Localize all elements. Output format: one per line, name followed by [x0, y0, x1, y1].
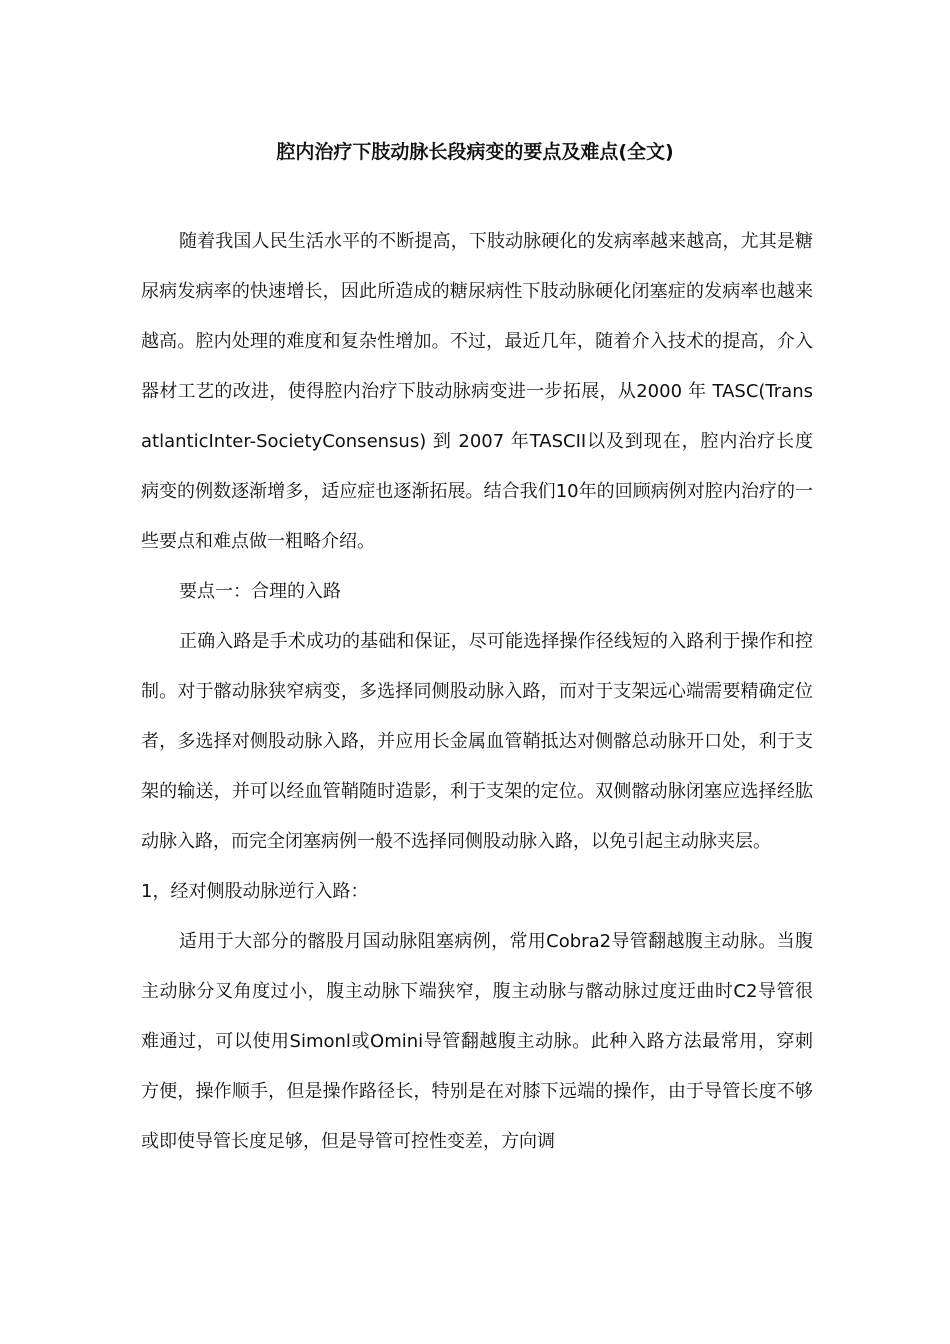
subsection-heading-contralateral-femoral: 1，经对侧股动脉逆行入路：	[141, 881, 369, 902]
document-body	[141, 217, 813, 1167]
document-title: 腔内治疗下肢动脉长段病变的要点及难点(全文)	[276, 141, 674, 163]
intro-paragraph: 随着我国人民生活水平的不断提高，下肢动脉硬化的发病率越来越高，尤其是糖尿病发病率的快速增长，因此所造成的糖尿病性下肢动脉硬化闭塞症的发病率也越来越高。腔内处理的难度和复杂性增加。不过，最近几年，随着介入技术的提高，介入器材工艺的改进，使得腔内治疗下肢动脉病变进一步拓展，从2000 年 TASC(TransatlanticInter-SocietyConsensus) 到 2007 年TASCII以及到现在，腔内治疗长度病变的例数逐渐增多，适应症也逐渐拓展。结合我们10年的回顾病例对腔内治疗的一些要点和难点做一粗略介绍。	[141, 231, 813, 552]
contralateral-femoral-paragraph: 适用于大部分的髂股月国动脉阻塞病例，常用Cobra2导管翻越腹主动脉。当腹主动脉分叉角度过小，腹主动脉下端狭窄，腹主动脉与髂动脉过度迂曲时C2导管很难通过，可以使用Simonl或Omini导管翻越腹主动脉。此种入路方法最常用，穿刺方便，操作顺手，但是操作路径长，特别是在对膝下远端的操作，由于导管长度不够或即使导管长度足够，但是导管可控性变差，方向调	[141, 931, 813, 1152]
access-route-paragraph: 正确入路是手术成功的基础和保证，尽可能选择操作径线短的入路利于操作和控制。对于髂动脉狭窄病变，多选择同侧股动脉入路，而对于支架远心端需要精确定位者，多选择对侧股动脉入路，并应用长金属血管鞘抵达对侧髂总动脉开口处，利于支架的输送，并可以经血管鞘随时造影，利于支架的定位。双侧髂动脉闭塞应选择经肱动脉入路，而完全闭塞病例一般不选择同侧股动脉入路，以免引起主动脉夹层。	[141, 631, 813, 852]
section-heading-key-point-1: 要点一：合理的入路	[179, 581, 341, 602]
